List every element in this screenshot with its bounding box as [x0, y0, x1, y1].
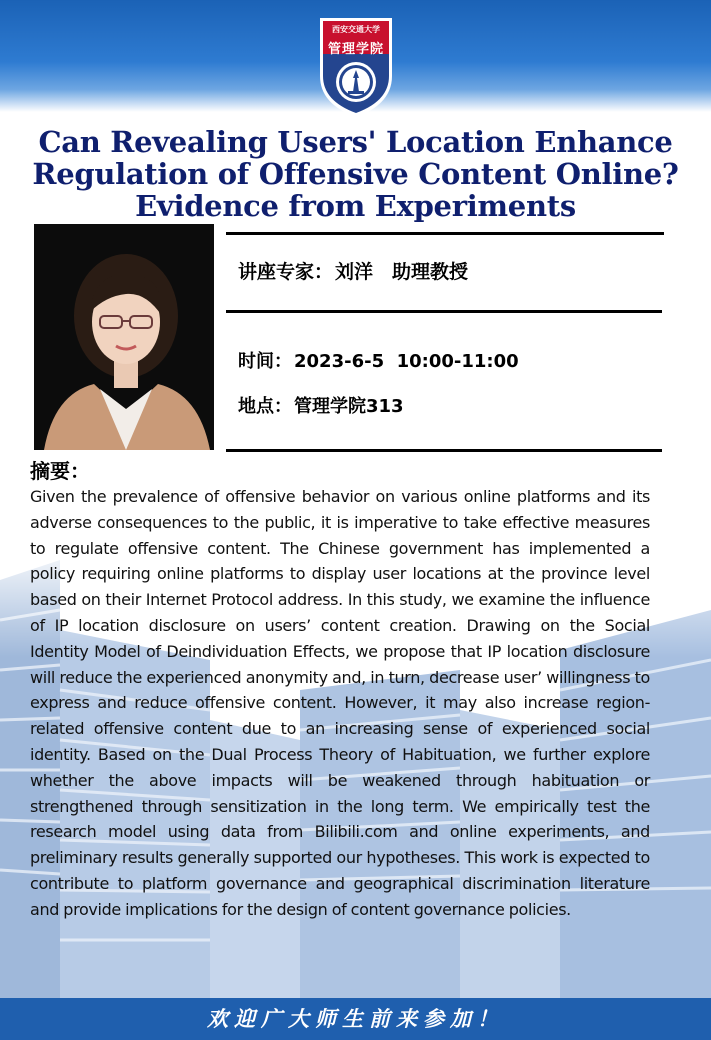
speaker-label: 讲座专家：: [238, 261, 334, 283]
emblem-school-name: 管理学院: [327, 42, 384, 57]
abstract-heading: 摘要：: [30, 459, 90, 483]
title-line: Regulation of Offensive Content Online?: [32, 157, 679, 191]
speaker-info: [238, 257, 468, 284]
abstract-body: Given the prevalence of offensive behavior on various online platforms and its adverse consequences to the public, it is imperative to take effective measures to regulate offensive content. The Chinese government has implemented a policy requiring online platforms to display user locations at the province level based on their Internet Protocol address. In this study, we examine the influence of IP location disclosure on users’ content creation. Drawing on the Social Identity Model of Deindividuation Effects, we propose that IP location disclosure will reduce the experienced anonymity and, in turn, decrease user’ willingness to express and reduce offensive content. However, it may also increase region-related offensive content due to an increasing sense of experienced social identity. Based on the Dual Process Theory of Habituation, we further explore whether the above impacts will be weakened through habituation or strengthened through sensitization in the long term. We empirically test the research model using data from Bilibili.com and online experiments, and preliminary results generally supported our hypotheses. This work is expected to contribute to platform governance and geographical discrimination literature and provide implications for the design of content governance policies.: [30, 487, 650, 919]
divider-line: [226, 449, 662, 452]
emblem-university-name: 西安交通大学: [332, 24, 380, 34]
place-info: [238, 392, 404, 418]
lecture-title: [0, 126, 711, 222]
divider-line: [226, 310, 662, 313]
speaker-photo: [34, 224, 214, 450]
school-emblem-logo: [318, 18, 394, 118]
divider-line: [226, 232, 664, 235]
time-value: 2023-6-5 10:00-11:00: [294, 351, 519, 372]
time-label: 时间：: [238, 351, 292, 372]
time-info: [238, 347, 519, 373]
title-line: Evidence from Experiments: [135, 189, 576, 223]
speaker-name: 刘洋 助理教授: [335, 261, 469, 283]
place-value: 管理学院313: [294, 396, 404, 417]
title-line: Can Revealing Users' Location Enhance: [38, 125, 673, 159]
place-label: 地点：: [238, 396, 292, 417]
welcome-message: 欢迎广大师生前来参加！: [207, 1006, 504, 1031]
